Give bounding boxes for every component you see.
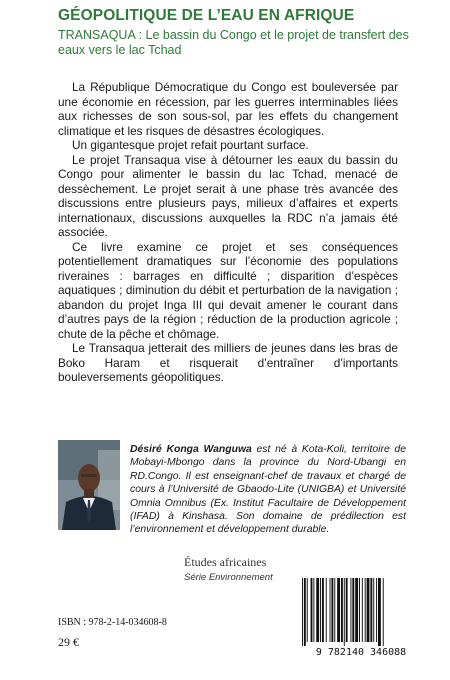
barcode-bar xyxy=(383,578,384,646)
barcode-bar xyxy=(370,578,372,642)
author-bio-text: est né à Kota-Koli, territoire de Mobayi-Mbongo dans la province du Nord-Ubangi en RD.Congo. Il est enseignant-chef de travaux et chargé de cours à l’Université de Gbaodo-Lite (UNIGBA) et Université Omnia Omnibus (Ex. Institut Facultaire de Développement (IFAD) à Kinshasa. Son domaine de prédilection est l’environnement et développement durable. xyxy=(130,444,406,536)
barcode-bar xyxy=(313,578,314,642)
author-photo xyxy=(58,440,120,530)
barcode-bar xyxy=(311,578,313,642)
book-title: GÉOPOLITIQUE DE L’EAU EN AFRIQUE xyxy=(58,7,355,24)
collection-name: Études africaines xyxy=(184,555,267,569)
author-bio xyxy=(130,443,406,537)
barcode-bar xyxy=(362,578,363,642)
barcode-bar xyxy=(304,578,306,646)
barcode-bar xyxy=(355,578,358,642)
barcode-bar xyxy=(326,578,327,642)
barcode-bar xyxy=(331,578,333,642)
barcode-bar xyxy=(341,578,343,642)
author-name: Désiré Konga Wanguwa xyxy=(130,444,252,455)
barcode-bar xyxy=(365,578,366,642)
barcode-bar xyxy=(376,578,377,642)
blurb-paragraph: Le Transaqua jetterait des milliers de jeunes dans les bras de Boko Haram et risquerait d’entraîner d’importants bouleversements géopolitiques. xyxy=(58,341,398,384)
barcode-bar xyxy=(337,578,340,642)
back-cover-blurb xyxy=(58,80,398,385)
barcode-bar xyxy=(316,578,319,642)
author-portrait-image xyxy=(58,440,120,530)
barcode-bar xyxy=(334,578,335,642)
barcode-bar xyxy=(302,578,303,646)
barcode-bar xyxy=(320,578,321,642)
book-subtitle: TRANSAQUA : Le bassin du Congo et le projet de transfert des eaux vers le lac Tchad xyxy=(58,28,409,57)
barcode-digits: 9 782140 346088 xyxy=(315,647,407,658)
collection-series: Série Environnement xyxy=(184,572,273,583)
barcode xyxy=(300,578,422,658)
isbn: ISBN : 978-2-14-034608-8 xyxy=(58,617,167,628)
blurb-paragraph: Ce livre examine ce projet et ses conséquences potentiellement dramatiques sur l’économie des populations riveraines : barrages en difficulté ; disparition d’espèces aquatiques ; diminution du débit et perturbation de la navigation ; abandon du projet Inga III qui devait amener le courant dans d’autres pays de la région ; réduction de la production agricole ; chute de la pêche et chômage. xyxy=(58,239,398,341)
barcode-bar xyxy=(350,578,351,642)
barcode-bar xyxy=(367,578,370,642)
price: 29 € xyxy=(58,635,79,649)
barcode-bar xyxy=(352,578,354,642)
collection-label xyxy=(184,555,273,583)
barcode-bar xyxy=(330,578,331,642)
blurb-paragraph: La République Démocratique du Congo est bouleversée par une économie en récession, par les guerres interminables liées aux richesses de son sous-sol, par les effets du changement climatique et les risques de désastres écologiques. xyxy=(58,80,398,138)
barcode-bar xyxy=(359,578,360,642)
barcode-bar xyxy=(322,578,324,642)
barcode-bar xyxy=(346,578,348,642)
barcode-bars xyxy=(302,578,384,646)
barcode-bar xyxy=(373,578,374,642)
barcode-bar xyxy=(344,578,345,646)
barcode-bar xyxy=(307,578,308,642)
blurb-paragraph: Le projet Transaqua vise à détourner les eaux du bassin du Congo pour alimenter le bassin du lac Tchad, menacé de dessèchement. Le projet serait à une phase très avancée des discussions entre plusieurs pays, milieux d’affaires et experts internationaux, discussions auxquelles la RDC n’a jamais été associée. xyxy=(58,152,398,239)
blurb-paragraph: Un gigantesque projet refait pourtant surface. xyxy=(72,138,309,152)
barcode-bar xyxy=(378,578,381,646)
